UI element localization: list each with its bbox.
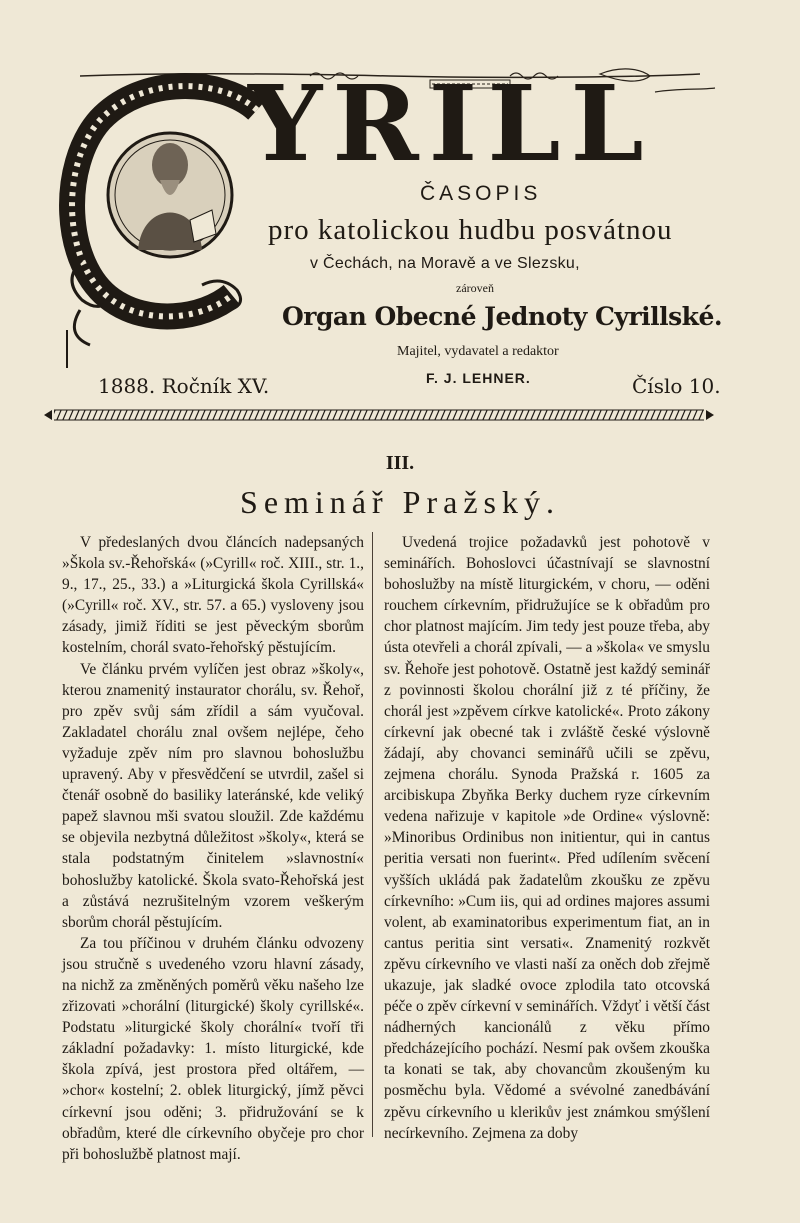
column-divider — [372, 532, 373, 1137]
article-paragraph: Za tou příčinou v druhém článku odvozeny jsou stručně s uvedeného vzoru hlavní zásady, na nichž za změněných poměrů věku našeho lze zřizovati »chorální (liturgické) školy cyrillské«. Podstatu »liturgické školy chorální« tvoří tři základní požadavky: 1. místo liturgické, kde škola zpívá, jest prostora před oltářem, — »chor« kostelní; 2. oblek liturgický, jímž pěvci církevní jsou oděni; 3. přidružování se k obřadům, které dle církevního obyčeje pro chor při bohoslužbě platnost mají. — [62, 934, 364, 1163]
decorative-rule — [44, 408, 714, 422]
article-paragraph: Ve článku prvém vylíčen jest obraz »školy«, kterou znamenitý instaurator chorálu, sv. Řehoř, pro zpěv svůj sám zřídil a sám vyučoval. Zakladatel chorálu znal ovšem nejlépe, čeho vyžaduje zpěv ním pro slavnou bohoslužbu upravený. Aby v přesvědčení se utvrdil, zašel si čtenář osobně do basiliky lateránské, kde veliký papež slavnou mši svatou sloužil. Zde každému se objevila nezbytná důležitost »školy«, která se stala podstatným činitelem »slavnostní« bohoslužby katolické. Škola svato-Řehořská jest a zůstává nezrušitelným vzorem veškerým sborům chorál pěstujícím. — [62, 660, 364, 931]
article-paragraph: V předeslaných dvou článcích nadepsaných »Škola sv.-Řehořská« (»Cyrill« roč. XIII., str. 1., 9., 17., 25., 33.) a »Liturgická škola Cyrillská« (»Cyrill« roč. XV., str. 57. a 65.) vysloveny jsou zásady, jimiž říditi se jest pěveckým sborům kostelním, chorál svato-řehořský pěstujícím. — [62, 534, 364, 657]
journal-label: ČASOPIS — [420, 182, 542, 205]
editor-name: F. J. LEHNER. — [426, 370, 531, 386]
article-title: Seminář Pražský. — [240, 484, 560, 520]
article-left-column — [62, 532, 364, 1165]
year-volume: 1888. Ročník XV. — [98, 374, 270, 398]
journal-title: YRILL — [248, 62, 654, 185]
article-right-column — [384, 532, 710, 1144]
issue-number: Číslo 10. — [632, 374, 721, 398]
journal-also: zároveň — [456, 281, 494, 295]
publisher-role: Majitel, vydavatel a redaktor — [397, 344, 559, 359]
journal-subtitle: pro katolickou hudbu posvátnou — [268, 214, 673, 246]
journal-regions: v Čechách, na Moravě a ve Slezsku, — [310, 255, 580, 272]
organ-statement: Organ Obecné Jednoty Cyrillské. — [282, 302, 723, 331]
article-section-number: III. — [385, 452, 415, 474]
ornamental-initial-c-with-saint-portrait — [52, 70, 277, 370]
article-paragraph: Uvedená trojice požadavků jest pohotově v seminářích. Bohoslovci účastnívají se slavnostní bohoslužby na místě liturgickém, v choru, — oděni rouchem církevním, přidružujíce se k obřadům pro chor platnost majícím. Jim tedy jest pouze třeba, aby ústa otevřeli a chorál zpívali, — a »škola« ve smyslu sv. Řehoře jest pohotově. Ostatně jest každý seminář z povinnosti školou chorální již z té příčiny, že chorál jest »zpěvem církve katolické«. Proto zákony církevní jak obecné tak i zvláště české výslovně žádají, aby chovanci seminářů učili se zpěvu, zejmena chorálu. Synoda Pražská r. 1605 za arcibiskupa Zbyňka Berky duchem ryze církevním vedena nařizuje v kapitole »de Ordine« výslovně: »Minoribus Ordinibus non initientur, qui in cantus peritia versati non fuerint«. Před udílením svěcení vyšších ukládá pak žadatelům zkoušku ze zpěvu církevního: »Cum iis, qui ad ordines majores assumi volent, ab examinatoribus experimentum fiat, an in cantus peritia sint versati«. Znamenitý rozkvět zpěvu církevního ve vlasti naší za oněch dob zřejmě ukazuje, jak sladké ovoce zplodila tato otcovská péče o zpěv církevní v seminářích. Vždyť i větší část nádherných kancionálů z věku přímo předcházejícího pochází. Nesmí pak ovšem zkouška ta konati se tak, aby chovancům zkoušeným ku posměchu byla. Vědomé a svévolné zanedbávání zpěvu církevního u klerikův jest známkou smýšlení necírkevního. Zejmena za doby — [384, 534, 710, 1142]
